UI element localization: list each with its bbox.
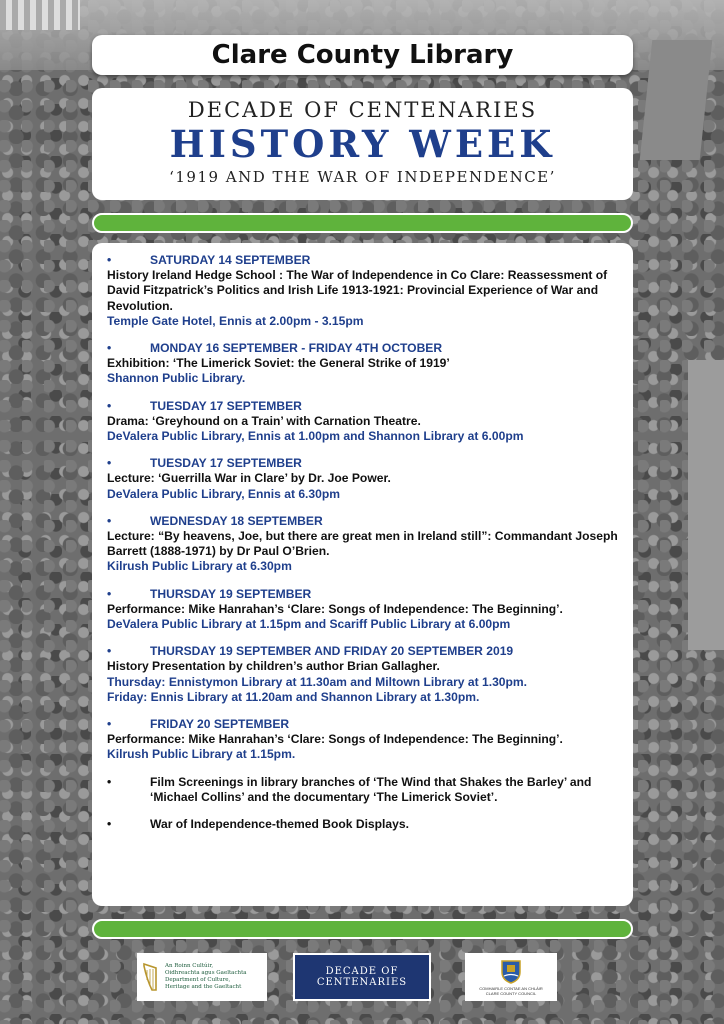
event-item <box>107 456 621 502</box>
event-description: History Ireland Hedge School : The War of Independence in Co Clare: Reassessment of David Fitzpatrick’s Politics and Irish Life 1913-1921: Provincial Experience of War and Revolution. <box>107 268 608 313</box>
harp-icon <box>141 962 159 992</box>
event-venue: Temple Gate Hotel, Ennis at 2.00pm - 3.15pm <box>107 313 364 328</box>
event-item <box>107 717 621 763</box>
event-date-row <box>107 587 621 602</box>
event-date: WEDNESDAY 18 SEPTEMBER <box>150 513 323 528</box>
event-date: SATURDAY 14 SEPTEMBER <box>150 253 311 267</box>
history-week-title: HISTORY WEEK <box>169 122 556 166</box>
event-date-row <box>107 341 621 356</box>
event-date: TUESDAY 17 SEPTEMBER <box>150 456 302 471</box>
bullet: • <box>107 341 112 356</box>
event-description: History Presentation by children’s author Brian Gallagher. <box>107 659 440 674</box>
event-description: Performance: Mike Hanrahan’s ‘Clare: Songs of Independence: The Beginning’. <box>107 601 563 616</box>
awning-background <box>0 0 80 30</box>
extra-text: War of Independence-themed Book Displays. <box>150 817 409 832</box>
event-venue: Friday: Ennis Library at 11.20am and Shannon Library at 1.30pm. <box>107 689 480 704</box>
dept-line: An Roinn Cultúir, <box>165 963 214 969</box>
dept-line: Heritage and the Gaeltacht <box>165 984 242 990</box>
decade-heading: DECADE OF CENTENARIES <box>187 98 538 122</box>
event-item <box>107 399 621 445</box>
event-venue: Kilrush Public Library at 1.15pm. <box>107 747 296 762</box>
bullet: • <box>107 644 112 659</box>
bullet: • <box>107 586 112 601</box>
library-title-bar <box>92 35 633 75</box>
event-subtitle: ‘1919 AND THE WAR OF INDEPENDENCE’ <box>169 168 556 186</box>
event-date: THURSDAY 19 SEPTEMBER <box>150 586 312 601</box>
event-item <box>107 587 621 633</box>
dept-line: Oidhreachta agus Gaeltachta <box>165 970 247 976</box>
bullet: • <box>107 774 112 789</box>
banner-background-right <box>688 360 724 650</box>
extra-text: Film Screenings in library branches of ‘The Wind that Shakes the Barley’ and ‘Michael Collins’ and the documentary ‘The Limerick Soviet’. <box>150 774 592 804</box>
event-date-row <box>107 644 621 659</box>
bullet: • <box>107 253 112 267</box>
event-venue: Kilrush Public Library at 6.30pm <box>107 559 292 574</box>
event-date: THURSDAY 19 SEPTEMBER AND FRIDAY 20 SEPTEMBER 2019 <box>150 644 514 659</box>
event-venue: Shannon Public Library. <box>107 371 246 386</box>
event-date-row <box>107 514 621 529</box>
bullet: • <box>107 817 112 832</box>
council-text <box>479 986 543 996</box>
event-item <box>107 253 621 329</box>
bullet: • <box>107 398 112 413</box>
bullet: • <box>107 456 112 471</box>
event-description: Lecture: ‘Guerrilla War in Clare’ by Dr. Joe Power. <box>107 471 391 486</box>
green-divider-bottom <box>92 919 633 939</box>
event-date: MONDAY 16 SEPTEMBER - FRIDAY 4TH OCTOBER <box>150 341 443 356</box>
event-venue: DeValera Public Library, Ennis at 6.30pm <box>107 486 341 501</box>
dept-line: Department of Culture, <box>165 977 231 983</box>
event-date-row <box>107 399 621 414</box>
event-description: Exhibition: ‘The Limerick Soviet: the General Strike of 1919’ <box>107 356 450 371</box>
council-line: COMHAIRLE CONTAE AN CHLÁIR <box>479 986 543 991</box>
department-logo <box>137 953 267 1001</box>
bullet: • <box>107 513 112 528</box>
clare-county-council-logo <box>465 953 557 1001</box>
event-description: Performance: Mike Hanrahan’s ‘Clare: Songs of Independence: The Beginning’. <box>107 732 563 747</box>
event-venue: Thursday: Ennistymon Library at 11.30am and Miltown Library at 1.30pm. <box>107 674 528 689</box>
decade-logo-line: CENTENARIES <box>316 977 408 988</box>
department-text <box>165 963 247 991</box>
event-date-row <box>107 717 621 732</box>
event-date-row <box>107 253 621 268</box>
green-divider-top <box>92 213 633 233</box>
event-item <box>107 514 621 575</box>
extra-item <box>107 775 621 805</box>
crest-icon <box>498 958 524 984</box>
event-description: Drama: ‘Greyhound on a Train’ with Carnation Theatre. <box>107 413 421 428</box>
event-header <box>92 88 633 200</box>
event-description: Lecture: “By heavens, Joe, but there are great men in Ireland still”: Commandant Joseph Barrett (1888-1971) by Dr Paul O’Brien. <box>107 529 618 559</box>
event-item <box>107 341 621 387</box>
extra-item <box>107 817 621 832</box>
event-venue: DeValera Public Library at 1.15pm and Scariff Public Library at 6.00pm <box>107 617 511 632</box>
event-date: FRIDAY 20 SEPTEMBER <box>150 717 290 732</box>
bullet: • <box>107 717 112 732</box>
event-venue: DeValera Public Library, Ennis at 1.00pm and Shannon Library at 6.00pm <box>107 429 524 444</box>
decade-of-centenaries-logo <box>293 953 431 1001</box>
event-date: TUESDAY 17 SEPTEMBER <box>150 398 302 413</box>
council-line: CLARE COUNTY COUNCIL <box>485 991 537 996</box>
event-date-row <box>107 456 621 471</box>
event-item <box>107 644 621 705</box>
banner-background <box>640 40 713 160</box>
event-list <box>92 243 633 906</box>
library-name: Clare County Library <box>211 40 514 70</box>
decade-logo-line: DECADE OF <box>325 966 399 977</box>
